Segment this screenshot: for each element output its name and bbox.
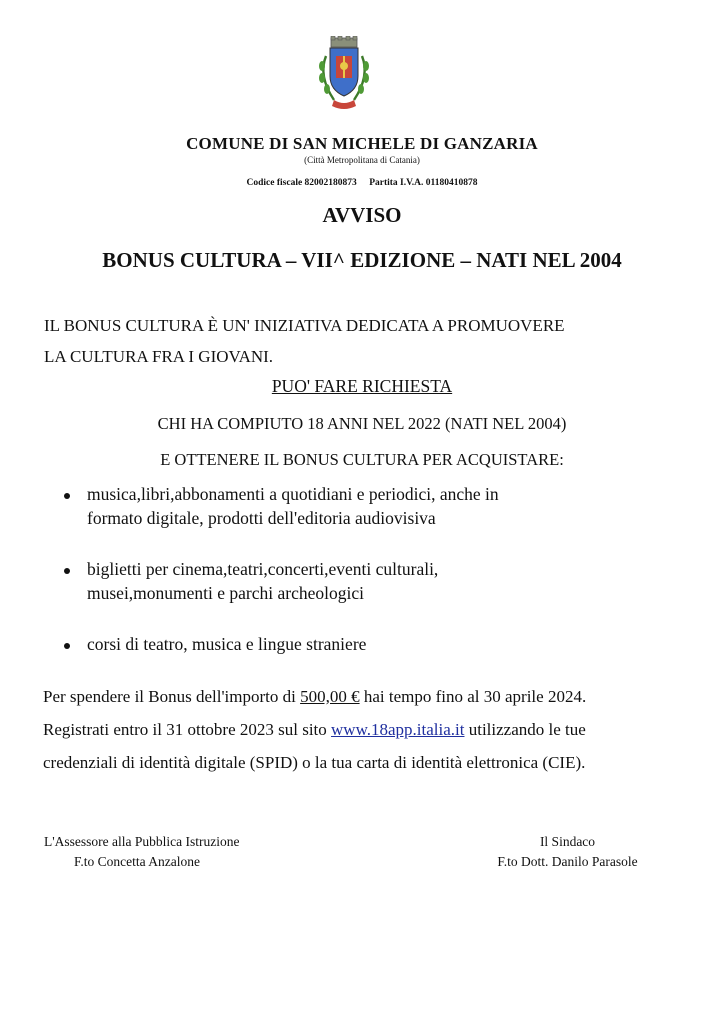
registration-line xyxy=(43,713,693,746)
registration-site-link[interactable]: www.18app.italia.it xyxy=(331,720,465,739)
deadline-line xyxy=(43,680,693,713)
fiscal-codes xyxy=(0,178,724,188)
list-item-line: biglietti per cinema,teatri,concerti,eventi culturali, xyxy=(87,559,439,579)
intro-paragraph xyxy=(44,310,694,372)
municipality-name: COMUNE DI SAN MICHELE DI GANZARIA xyxy=(186,134,538,153)
signature-name: F.to Concetta Anzalone xyxy=(74,854,201,869)
credentials-line: credenziali di identità digitale (SPID) o la tua carta di identità elettronica (CIE). xyxy=(43,753,586,772)
purchase-intro-line: E OTTENERE IL BONUS CULTURA PER ACQUISTARE: xyxy=(160,450,564,469)
purchasable-items-list xyxy=(62,482,662,656)
text-span: Per spendere il Bonus dell'importo di xyxy=(43,687,301,706)
metropolitan-city: (Città Metropolitana di Catania) xyxy=(304,155,420,165)
municipal-coat-of-arms-icon xyxy=(312,36,376,112)
bullet-icon xyxy=(64,568,70,574)
signature-role: Il Sindaco xyxy=(539,834,596,849)
text-span: utilizzando le tue xyxy=(464,720,586,739)
assessor-signature xyxy=(44,832,240,872)
text-span: Registrati entro il 31 ottobre 2023 sul sito xyxy=(43,720,332,739)
intro-line: LA CULTURA FRA I GIOVANI. xyxy=(44,347,274,366)
list-item-line: corsi di teatro, musica e lingue straniere xyxy=(87,634,367,654)
intro-line: IL BONUS CULTURA È UN' INIZIATIVA DEDICATA A PROMUOVERE xyxy=(44,316,565,335)
list-item xyxy=(62,632,662,656)
vat-number: Partita I.V.A. 01180410878 xyxy=(369,178,478,188)
eligibility-line: CHI HA COMPIUTO 18 ANNI NEL 2022 (NATI NEL 2004) xyxy=(157,414,567,433)
bullet-icon xyxy=(64,643,70,649)
list-item xyxy=(62,557,662,605)
list-item-line: musei,monumenti e parchi archeologici xyxy=(87,583,364,603)
list-item-line: musica,libri,abbonamenti a quotidiani e periodici, anche in xyxy=(87,484,499,504)
bonus-title: BONUS CULTURA – VII^ EDIZIONE – NATI NEL 2004 xyxy=(102,248,622,272)
text-span: hai tempo fino al 30 aprile 2024. xyxy=(359,687,587,706)
info-paragraph xyxy=(43,680,693,779)
list-item xyxy=(62,482,662,530)
bonus-amount: 500,00 € xyxy=(300,687,360,706)
list-item-line: formato digitale, prodotti dell'editoria audiovisiva xyxy=(87,508,436,528)
tax-code: Codice fiscale 82002180873 xyxy=(246,178,357,188)
mayor-signature xyxy=(480,832,655,872)
notice-title: AVVISO xyxy=(322,203,402,227)
signature-role: L'Assessore alla Pubblica Istruzione xyxy=(44,834,240,849)
request-heading: PUO' FARE RICHIESTA xyxy=(271,376,453,396)
signature-name: F.to Dott. Danilo Parasole xyxy=(497,854,638,869)
bullet-icon xyxy=(64,493,70,499)
